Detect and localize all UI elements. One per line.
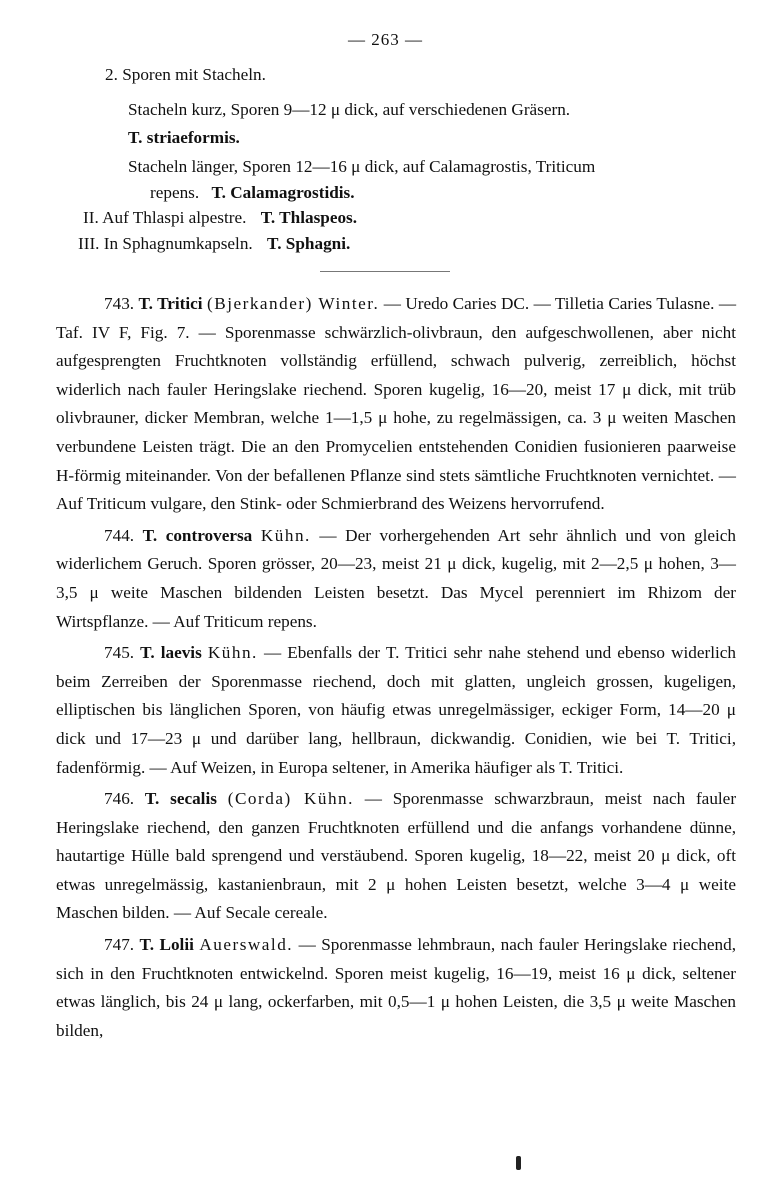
key-line-2a: Stacheln kurz, Sporen 9—12 μ dick, auf verschiedenen Gräsern.	[128, 100, 571, 119]
entry-number: 743.	[104, 294, 135, 313]
species-name: T. secalis	[144, 789, 217, 809]
ink-blot	[516, 1156, 521, 1170]
species-author: (Corda) Kühn.	[227, 789, 354, 809]
entry-number: 745.	[104, 643, 135, 663]
key-line-2: 2. Sporen mit Stacheln.	[105, 65, 266, 84]
section-divider	[320, 271, 450, 272]
species-author: (Bjerkander) Winter.	[207, 294, 380, 313]
entry-number: 746.	[104, 789, 135, 809]
species-author: Kühn.	[207, 643, 258, 663]
key-line-III	[78, 233, 350, 255]
species-description: — Ebenfalls der T. Tritici sehr nahe stehend und ebenso widerlich beim Zerreiben der Sporenmasse riechend, doch mit glatten, ungleich grossen, kugeligen, elliptischen bis länglichen Sporen, von häufig etwas unregelmässiger, eckiger Form, 14—20 μ dick und 17—23 μ und darüber lang, hellbraun, dickwandig. Conidien, wie bei T. Tritici, fadenförmig. — Auf Weizen, in Europa seltener, in Amerika häufiger als T. Tritici.	[56, 643, 736, 777]
species-description: — Uredo Caries DC. — Tilletia Caries Tulasne. — Taf. IV F, Fig. 7. — Sporenmasse schwärzlich-olivbraun, den aufgeschwollenen, aber nicht aufgesprengten Fruchtknoten vollständig erfüllend, schwach pulverig, zerreiblich, höchst widerlich nach fauler Heringslake riechend. Sporen kugelig, 16—20, meist 17 μ dick, mit trüb olivbrauner, dicker Membran, welche 1—1,5 μ hohe, zu regelmässigen, ca. 3 μ weiten Maschen verbundene Leisten trägt. Die an den Promycelien entstehenden Conidien fusionieren paarweise H-förmig miteinander. Von der befallenen Pflanze sind stets sämtliche Fruchtknoten vernichtet. — Auf Triticum vulgare, den Stink- oder Schmierbrand des Weizens hervorrufend.	[56, 294, 737, 514]
entry-number: 744.	[104, 525, 135, 545]
key-name-calamagrostidis: T. Calamagrostidis.	[211, 183, 355, 202]
species-name: T. Tritici	[138, 294, 203, 313]
entry-745	[56, 639, 736, 782]
species-description: — Der vorhergehenden Art sehr ähnlich und von gleich widerlichem Geruch. Sporen grösser, 20—23, meist 21 μ dick, kugelig, mit 2—2,5 μ hohen, 3—3,5 μ weite Maschen bildenden Leisten besetzt. Das Mycel perenniert im Rhizom der Wirtspflanze. — Auf Triticum repens.	[56, 525, 737, 631]
page-number: — 263 —	[348, 30, 423, 49]
entry-number: 747.	[104, 935, 135, 955]
key-line-2b-cont	[150, 182, 355, 204]
entry-747	[56, 931, 736, 1045]
species-author: Kühn.	[260, 525, 311, 545]
species-name: T. controversa	[142, 525, 253, 545]
entry-744	[56, 522, 736, 636]
key-name-thlaspeos: T. Thlaspeos.	[260, 208, 358, 227]
key-line-III-text: III. In Sphagnumkapseln.	[78, 234, 253, 253]
entry-746	[56, 785, 736, 928]
species-entries	[56, 290, 736, 1048]
key-name-sphagni: T. Sphagni.	[267, 234, 351, 253]
key-line-2b: Stacheln länger, Sporen 12—16 μ dick, auf Calamagrostis, Triticum	[128, 157, 596, 176]
key-line-2b-cont-text: repens.	[150, 183, 200, 202]
species-name: T. laevis	[140, 643, 202, 663]
species-name: T. Lolii	[139, 935, 194, 955]
key-line-II-text: II. Auf Thlaspi alpestre.	[83, 208, 247, 227]
key-line-II	[83, 207, 357, 229]
key-name-striaeformis: T. striaeformis.	[128, 128, 240, 147]
entry-743	[56, 290, 736, 519]
species-author: Auerswald.	[199, 935, 294, 955]
species-description: — Sporenmasse schwarzbraun, meist nach fauler Heringslake riechend, den ganzen Fruchtknoten erfüllend und die anfangs vorhandene dünne, hautartige Hülle bald sprengend und verstäubend. Sporen kugelig, 18—22, meist 20 μ dick, oft etwas unregelmässig, kastanienbraun, mit 2 μ hohen Leisten besetzt, welche 3—4 μ weite Maschen bilden. — Auf Secale cereale.	[56, 789, 737, 923]
species-description: — Sporenmasse lehmbraun, nach fauler Heringslake riechend, sich in den Fruchtknoten entwickelnd. Sporen meist kugelig, 16—19, meist 16 μ dick, seltener etwas länglich, bis 24 μ lang, ockerfarben, mit 0,5—1 μ hohen Leisten, die 3,5 μ weite Maschen bilden,	[56, 935, 737, 1040]
